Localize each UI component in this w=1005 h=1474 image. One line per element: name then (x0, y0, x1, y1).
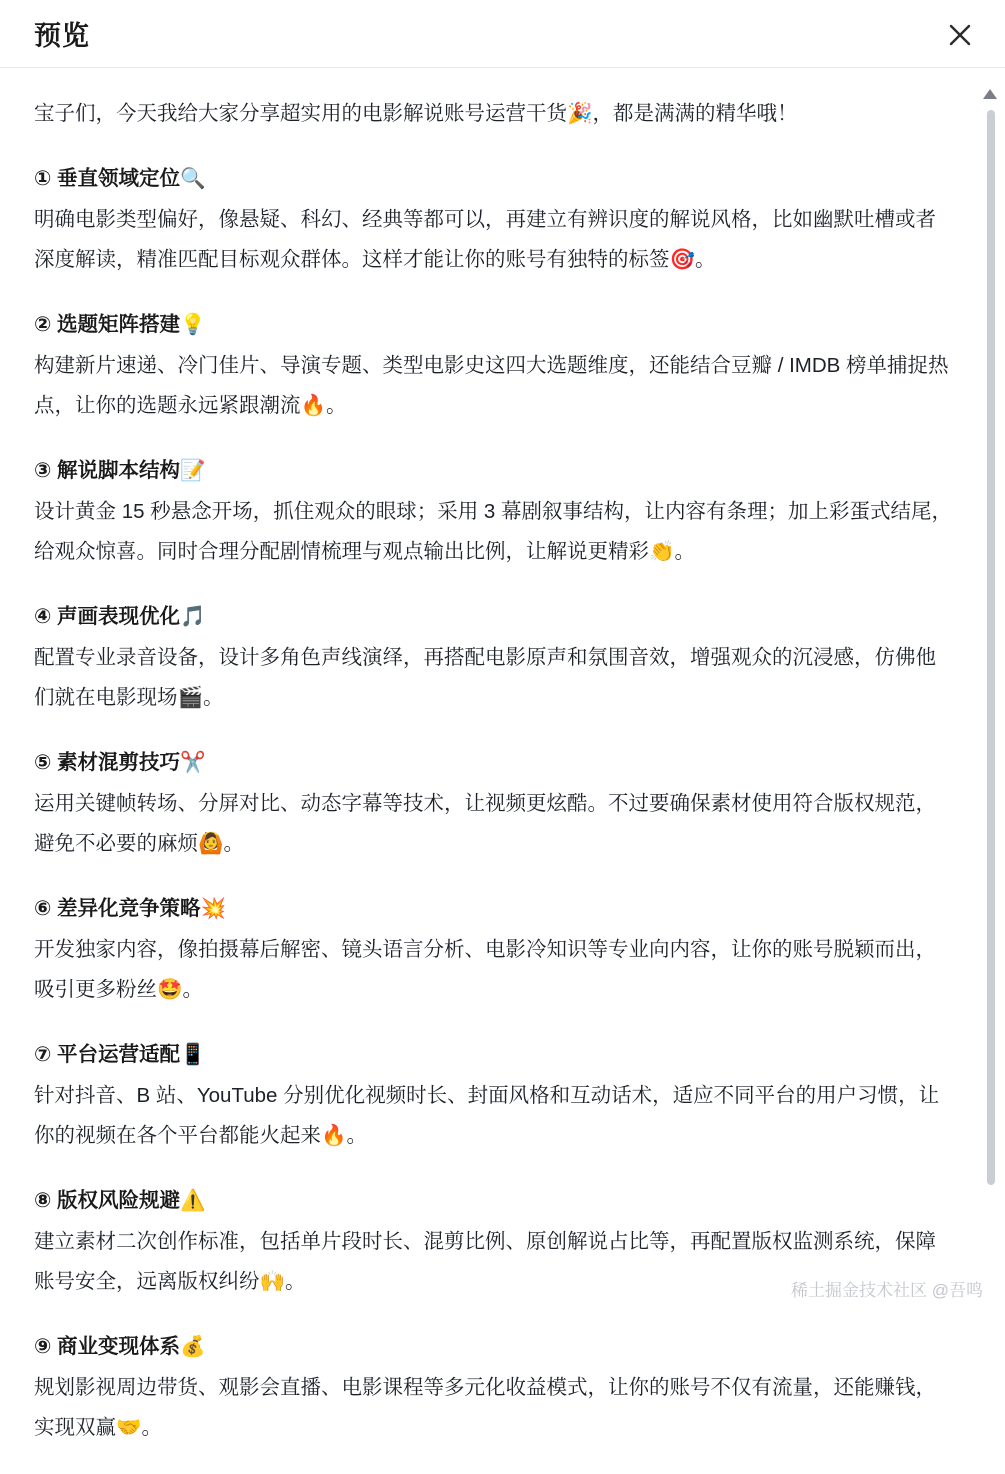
section-title-2: ② 选题矩阵搭建💡 (34, 313, 206, 336)
section-title-6: ⑥ 差异化竞争策略💥 (34, 897, 227, 920)
section-body-2: 构建新片速递、冷门佳片、导演专题、类型电影史这四大选题维度，还能结合豆瓣 / IMDB 榜单捕捉热点，让你的选题永远紧跟潮流🔥。 (34, 354, 949, 417)
watermark: 稀土掘金技术社区 @吾鸣 (791, 1281, 983, 1300)
section-title-4: ④ 声画表现优化🎵 (34, 605, 206, 628)
page-title: 预览 (34, 21, 90, 51)
close-icon-glyph (947, 22, 973, 48)
section-title-9: ⑨ 商业变现体系💰 (34, 1335, 206, 1358)
section-body-8: 建立素材二次创作标准，包括单片段时长、混剪比例、原创解说占比等，再配置版权监测系统，保障账号安全，远离版权纠纷🙌。 (34, 1230, 936, 1293)
section-title-5: ⑤ 素材混剪技巧✂️ (34, 751, 206, 774)
section-body-7: 针对抖音、B 站、YouTube 分别优化视频时长、封面风格和互动话术，适应不同平台的用户习惯，让你的视频在各个平台都能火起来🔥。 (34, 1084, 940, 1147)
section-title-7: ⑦ 平台运营适配📱 (34, 1043, 206, 1066)
section-body-6: 开发独家内容，像拍摄幕后解密、镜头语言分析、电影冷知识等专业向内容，让你的账号脱颖而出，吸引更多粉丝🤩。 (34, 938, 936, 1001)
scrollbar-thumb[interactable] (987, 110, 995, 1185)
section-title-8: ⑧ 版权风险规避⚠️ (34, 1189, 206, 1212)
close-icon[interactable] (941, 16, 979, 54)
preview-content-scroll-area[interactable] (0, 68, 1005, 1474)
section-title-3: ③ 解说脚本结构📝 (34, 459, 206, 482)
section-body-4: 配置专业录音设备，设计多角色声线演绎，再搭配电影原声和氛围音效，增强观众的沉浸感，仿佛他们就在电影现场🎬。 (34, 646, 936, 709)
section-body-5: 运用关键帧转场、分屏对比、动态字幕等技术，让视频更炫酷。不过要确保素材使用符合版权规范，避免不必要的麻烦🙆。 (34, 792, 936, 855)
section-body-3: 设计黄金 15 秒悬念开场，抓住观众的眼球；采用 3 幕剧叙事结构，让内容有条理；加上彩蛋式结尾，给观众惊喜。同时合理分配剧情梳理与观点输出比例，让解说更精彩👏。 (34, 500, 952, 563)
intro-paragraph: 宝子们，今天我给大家分享超实用的电影解说账号运营干货🎉，都是满满的精华哦！ (34, 102, 798, 125)
section-title-1: ① 垂直领域定位🔍 (34, 167, 206, 190)
section-body-9: 规划影视周边带货、观影会直播、电影课程等多元化收益模式，让你的账号不仅有流量，还能赚钱，实现双赢🤝。 (34, 1376, 936, 1439)
section-body-1: 明确电影类型偏好，像悬疑、科幻、经典等都可以，再建立有辨识度的解说风格，比如幽默吐槽或者深度解读，精准匹配目标观众群体。这样才能让你的账号有独特的标签🎯。 (34, 208, 936, 271)
preview-content (34, 94, 954, 1448)
modal-header (0, 0, 1005, 68)
